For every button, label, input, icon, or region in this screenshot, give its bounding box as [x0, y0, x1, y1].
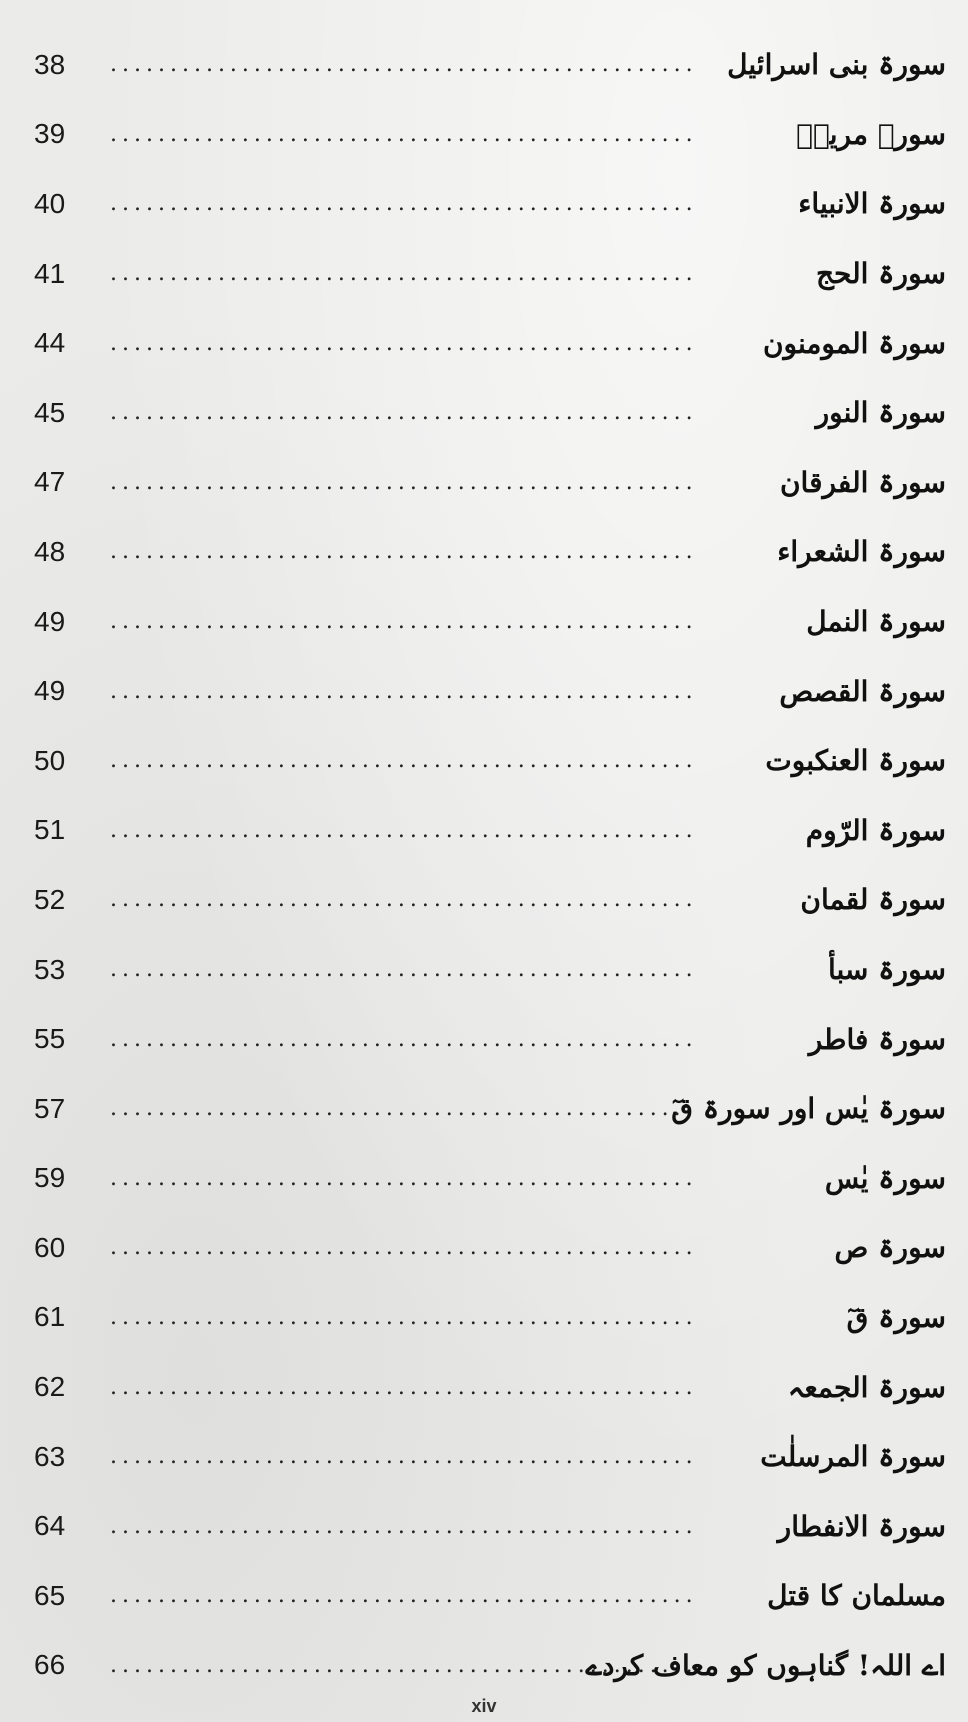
- toc-page-number: 66: [34, 1649, 66, 1681]
- toc-row: [0, 1631, 968, 1701]
- toc-page-number: 49: [34, 675, 66, 707]
- toc-page-number: 63: [34, 1440, 66, 1472]
- toc-title: سورۃ قٓ: [846, 1300, 946, 1334]
- dot-leader: .................................................: [110, 1444, 698, 1470]
- dot-leader: .................................................: [110, 1096, 698, 1122]
- toc-page-number: 55: [34, 1023, 66, 1055]
- toc-page-number: 44: [34, 327, 66, 359]
- toc-page-number: 65: [34, 1579, 66, 1611]
- dot-leader: .................................................: [110, 957, 698, 983]
- toc-page-number: 61: [34, 1301, 66, 1333]
- dot-leader: .................................................: [110, 1583, 698, 1609]
- dot-leader: .................................................: [110, 261, 698, 287]
- toc-row: [0, 1422, 968, 1492]
- dot-leader: .................................................: [110, 748, 698, 774]
- toc-row: [0, 656, 968, 726]
- toc-title: مسلمان کا قتل: [767, 1579, 946, 1613]
- toc-page-number: 48: [34, 535, 66, 567]
- toc-title: سورۃ بنی اسرائیل: [727, 48, 946, 82]
- toc-page-number: 59: [34, 1162, 66, 1194]
- toc-title: سورۃ الرّوم: [805, 813, 946, 847]
- toc-row: [0, 448, 968, 518]
- toc-title: سورۃ المرسلٰت: [760, 1440, 946, 1474]
- dot-leader: .................................................: [110, 52, 698, 78]
- toc-row: [0, 1283, 968, 1353]
- dot-leader: .................................................: [110, 1513, 698, 1539]
- toc-title: سورۃ مریمؑ: [796, 117, 946, 151]
- toc-title: سورۃ سبأ: [827, 953, 946, 987]
- dot-leader: .................................................: [110, 817, 698, 843]
- toc-row: [0, 1074, 968, 1144]
- toc-row: [0, 169, 968, 239]
- toc-row: [0, 1213, 968, 1283]
- dot-leader: .................................................: [110, 1304, 698, 1330]
- dot-leader: .................................................: [110, 609, 698, 635]
- toc-page-number: 60: [34, 1231, 66, 1263]
- toc-title: اے اللہ! گناہوں کو معاف کردے: [585, 1648, 946, 1682]
- toc-page-number: 40: [34, 187, 66, 219]
- toc-row: [0, 1004, 968, 1074]
- toc-row: [0, 1561, 968, 1631]
- toc-page-number: 49: [34, 605, 66, 637]
- toc-page-number: 39: [34, 118, 66, 150]
- toc-title: سورۃ لقمان: [800, 883, 946, 917]
- toc-row: [0, 935, 968, 1005]
- toc-title: سورۃ النمل: [806, 605, 946, 639]
- toc-title: سورۃ القصص: [779, 674, 946, 708]
- dot-leader: .................................................: [110, 1374, 698, 1400]
- dot-leader: .................................................: [110, 330, 698, 356]
- toc-page-number: 50: [34, 744, 66, 776]
- toc-page-number: 64: [34, 1510, 66, 1542]
- dot-leader: .................................................: [110, 121, 698, 147]
- dot-leader: .................................................: [110, 539, 698, 565]
- toc-row: [0, 1491, 968, 1561]
- toc-page-number: 62: [34, 1371, 66, 1403]
- toc-page-number: 41: [34, 257, 66, 289]
- toc-page-number: 47: [34, 466, 66, 498]
- toc-title: سورۃ الفرقان: [779, 465, 946, 499]
- toc-title: سورۃ فاطر: [808, 1022, 946, 1056]
- toc-row: [0, 796, 968, 866]
- toc-row: [0, 865, 968, 935]
- toc-row: [0, 517, 968, 587]
- dot-leader: .................................................: [110, 191, 698, 217]
- toc-title: سورۃ یٰس: [824, 1161, 946, 1195]
- toc-page-number: 45: [34, 396, 66, 428]
- toc-title: سورۃ الانفطار: [777, 1509, 946, 1543]
- toc-title: سورۃ الحج: [815, 257, 946, 291]
- dot-leader: .................................................: [110, 1165, 698, 1191]
- dot-leader: .................................................: [110, 1026, 698, 1052]
- toc-title: سورۃ النور: [815, 396, 946, 430]
- toc-row: [0, 1352, 968, 1422]
- toc-page-number: 57: [34, 1092, 66, 1124]
- toc-title: سورۃ الشعراء: [777, 535, 946, 569]
- toc-title: سورۃ المومنون: [762, 326, 946, 360]
- toc-title: سورۃ الجمعہ: [787, 1370, 946, 1404]
- toc-row: [0, 1144, 968, 1214]
- dot-leader: .................................................: [110, 1235, 698, 1261]
- toc-page-number: 52: [34, 883, 66, 915]
- toc-page-number: 51: [34, 814, 66, 846]
- toc-row: [0, 378, 968, 448]
- toc-row: [0, 587, 968, 657]
- toc-title: سورۃ یٰس اور سورۃ قٓ: [671, 1092, 946, 1126]
- dot-leader: .................................................: [110, 1652, 698, 1678]
- dot-leader: .................................................: [110, 400, 698, 426]
- toc-row: [0, 726, 968, 796]
- table-of-contents: [0, 30, 968, 1700]
- toc-page-number: 53: [34, 953, 66, 985]
- page-footer-number: xiv: [471, 1696, 497, 1716]
- dot-leader: .................................................: [110, 887, 698, 913]
- toc-title: سورۃ ص: [834, 1231, 946, 1265]
- toc-row: [0, 308, 968, 378]
- dot-leader: .................................................: [110, 469, 698, 495]
- toc-row: [0, 100, 968, 170]
- toc-row: [0, 30, 968, 100]
- toc-title: سورۃ الانبیاء: [798, 187, 946, 221]
- toc-page-number: 38: [34, 48, 66, 80]
- toc-title: سورۃ العنکبوت: [765, 744, 946, 778]
- toc-row: [0, 239, 968, 309]
- dot-leader: .................................................: [110, 678, 698, 704]
